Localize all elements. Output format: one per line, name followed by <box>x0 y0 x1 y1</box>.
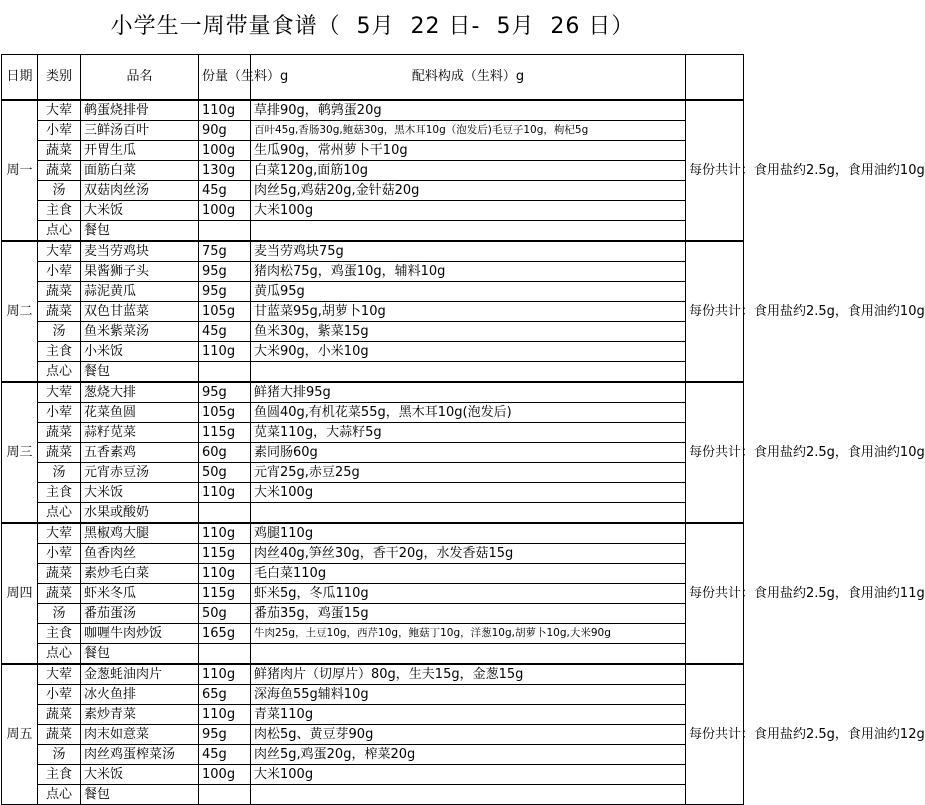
table-row <box>2 785 744 805</box>
ingredients-cell: 鲜猪大排95g <box>251 382 686 403</box>
dish-name-cell: 五香素鸡 <box>81 443 199 463</box>
category-cell: 点心 <box>38 221 81 242</box>
day-label: 周五 <box>2 664 38 805</box>
weight-cell: 115g <box>199 423 251 443</box>
dish-name-cell: 黑椒鸡大腿 <box>81 523 199 544</box>
weight-cell: 45g <box>199 181 251 201</box>
weight-cell: 110g <box>199 342 251 362</box>
dish-name-cell: 面筋白菜 <box>81 161 199 181</box>
table-row <box>2 221 744 242</box>
ingredients-cell: 黄瓜95g <box>251 282 686 302</box>
weight-cell: 45g <box>199 322 251 342</box>
weight-cell: 95g <box>199 725 251 745</box>
weight-cell: 105g <box>199 302 251 322</box>
category-cell: 小荤 <box>38 121 81 141</box>
dish-name-cell: 素炒毛白菜 <box>81 564 199 584</box>
dish-name-cell: 素炒青菜 <box>81 705 199 725</box>
category-cell: 蔬菜 <box>38 443 81 463</box>
table-row <box>2 100 744 121</box>
category-cell: 大荤 <box>38 523 81 544</box>
table-row <box>2 322 744 342</box>
ingredients-cell: 鲜猪肉片（切厚片）80g，生夫15g，金葱15g <box>251 664 686 685</box>
table-row <box>2 503 744 524</box>
table-row <box>2 423 744 443</box>
category-cell: 汤 <box>38 322 81 342</box>
dish-name-cell: 餐包 <box>81 785 199 805</box>
table-row <box>2 644 744 665</box>
category-cell: 主食 <box>38 765 81 785</box>
table-row <box>2 181 744 201</box>
table-row <box>2 483 744 503</box>
dish-name-cell: 番茄蛋汤 <box>81 604 199 624</box>
ingredients-cell <box>251 362 686 383</box>
ingredients-cell <box>251 221 686 242</box>
weight-cell: 45g <box>199 745 251 765</box>
weight-cell: 75g <box>199 241 251 262</box>
dish-name-cell: 餐包 <box>81 644 199 665</box>
header-weight: 份量（生料）g <box>199 55 251 101</box>
ingredients-cell: 虾米5g，冬瓜110g <box>251 584 686 604</box>
category-cell: 蔬菜 <box>38 725 81 745</box>
ingredients-cell: 鱼圆40g,有机花菜55g，黑木耳10g(泡发后) <box>251 403 686 423</box>
ingredients-cell: 生瓜90g，常州萝卜干10g <box>251 141 686 161</box>
weight-cell <box>199 221 251 242</box>
ingredients-cell: 草排90g，鹌鹑蛋20g <box>251 100 686 121</box>
table-row <box>2 523 744 544</box>
dish-name-cell: 餐包 <box>81 362 199 383</box>
ingredients-cell: 百叶45g,香肠30g,鲍菇30g，黑木耳10g（泡发后)毛豆子10g，枸杞5g <box>251 121 686 141</box>
table-row <box>2 121 744 141</box>
dish-name-cell: 葱烧大排 <box>81 382 199 403</box>
category-cell: 大荤 <box>38 241 81 262</box>
dish-name-cell: 肉丝鸡蛋榨菜汤 <box>81 745 199 765</box>
day-summary: 每份共计：食用盐约2.5g，食用油约12g <box>686 664 744 805</box>
category-cell: 汤 <box>38 604 81 624</box>
category-cell: 点心 <box>38 785 81 805</box>
day-summary: 每份共计：食用盐约2.5g，食用油约10g <box>686 382 744 523</box>
weight-cell <box>199 362 251 383</box>
category-cell: 大荤 <box>38 382 81 403</box>
weight-cell: 165g <box>199 624 251 644</box>
weight-cell: 95g <box>199 282 251 302</box>
dish-name-cell: 肉末如意菜 <box>81 725 199 745</box>
header-summary <box>686 55 744 101</box>
weight-cell <box>199 644 251 665</box>
dish-name-cell: 三鲜汤百叶 <box>81 121 199 141</box>
table-row <box>2 705 744 725</box>
weight-cell: 110g <box>199 523 251 544</box>
weight-cell: 110g <box>199 664 251 685</box>
table-row <box>2 604 744 624</box>
ingredients-cell: 青菜110g <box>251 705 686 725</box>
table-row <box>2 403 744 423</box>
dish-name-cell: 双菇肉丝汤 <box>81 181 199 201</box>
category-cell: 汤 <box>38 745 81 765</box>
ingredients-cell: 肉丝5g,鸡菇20g,金针菇20g <box>251 181 686 201</box>
header-row <box>2 55 744 101</box>
menu-body <box>2 100 925 805</box>
header-day: 日期 <box>2 55 38 101</box>
header-ingredients: 配料构成（生料）g <box>251 55 686 101</box>
dish-name-cell: 鹌蛋烧排骨 <box>81 100 199 121</box>
category-cell: 大荤 <box>38 664 81 685</box>
dish-name-cell: 鱼香肉丝 <box>81 544 199 564</box>
table-row <box>2 161 744 181</box>
weight-cell: 110g <box>199 100 251 121</box>
day-summary: 每份共计：食用盐约2.5g，食用油约10g <box>686 100 744 241</box>
weight-cell: 100g <box>199 201 251 221</box>
dish-name-cell: 水果或酸奶 <box>81 503 199 524</box>
table-row <box>2 443 744 463</box>
page-title: 小学生一周带量食谱（ 5月 22 日- 5月 26 日） <box>110 14 635 39</box>
ingredients-cell <box>251 785 686 805</box>
menu-table <box>1 54 925 805</box>
header-name: 品名 <box>81 55 199 101</box>
ingredients-cell: 白菜120g,面筋10g <box>251 161 686 181</box>
table-row <box>2 685 744 705</box>
ingredients-cell: 肉丝5g,鸡蛋20g，榨菜20g <box>251 745 686 765</box>
dish-name-cell: 餐包 <box>81 221 199 242</box>
category-cell: 主食 <box>38 624 81 644</box>
category-cell: 蔬菜 <box>38 302 81 322</box>
ingredients-cell: 元宵25g,赤豆25g <box>251 463 686 483</box>
category-cell: 点心 <box>38 503 81 524</box>
table-row <box>2 544 744 564</box>
table-row <box>2 584 744 604</box>
ingredients-cell: 毛白菜110g <box>251 564 686 584</box>
day-label: 周二 <box>2 241 38 382</box>
weight-cell: 110g <box>199 564 251 584</box>
category-cell: 蔬菜 <box>38 564 81 584</box>
category-cell: 主食 <box>38 201 81 221</box>
ingredients-cell: 大米100g <box>251 765 686 785</box>
category-cell: 点心 <box>38 644 81 665</box>
table-row <box>2 382 744 403</box>
weight-cell: 95g <box>199 262 251 282</box>
dish-name-cell: 大米饭 <box>81 201 199 221</box>
dish-name-cell: 冰火鱼排 <box>81 685 199 705</box>
table-row <box>2 725 744 745</box>
category-cell: 小荤 <box>38 544 81 564</box>
category-cell: 蔬菜 <box>38 141 81 161</box>
ingredients-cell <box>251 644 686 665</box>
dish-name-cell: 蒜泥黄瓜 <box>81 282 199 302</box>
ingredients-cell: 麦当劳鸡块75g <box>251 241 686 262</box>
table-row <box>2 262 744 282</box>
table-row <box>2 302 744 322</box>
weight-cell: 110g <box>199 705 251 725</box>
ingredients-cell: 猪肉松75g，鸡蛋10g，辅料10g <box>251 262 686 282</box>
category-cell: 点心 <box>38 362 81 383</box>
day-summary: 每份共计：食用盐约2.5g，食用油约11g <box>686 523 744 664</box>
header-category: 类别 <box>38 55 81 101</box>
dish-name-cell: 金葱蚝油肉片 <box>81 664 199 685</box>
category-cell: 大荤 <box>38 100 81 121</box>
category-cell: 主食 <box>38 342 81 362</box>
ingredients-cell: 鱼米30g，紫菜15g <box>251 322 686 342</box>
day-label: 周一 <box>2 100 38 241</box>
weight-cell <box>199 785 251 805</box>
category-cell: 汤 <box>38 181 81 201</box>
ingredients-cell: 番茄35g，鸡蛋15g <box>251 604 686 624</box>
weight-cell <box>199 503 251 524</box>
ingredients-cell <box>251 503 686 524</box>
table-row <box>2 564 744 584</box>
weight-cell: 50g <box>199 604 251 624</box>
dish-name-cell: 大米饭 <box>81 765 199 785</box>
category-cell: 蔬菜 <box>38 705 81 725</box>
weight-cell: 90g <box>199 121 251 141</box>
ingredients-cell: 大米100g <box>251 483 686 503</box>
ingredients-cell: 苋菜110g，大蒜籽5g <box>251 423 686 443</box>
day-label: 周三 <box>2 382 38 523</box>
dish-name-cell: 蒜籽苋菜 <box>81 423 199 443</box>
dish-name-cell: 元宵赤豆汤 <box>81 463 199 483</box>
day-label: 周四 <box>2 523 38 664</box>
weight-cell: 95g <box>199 382 251 403</box>
ingredients-cell: 肉松5g、黄豆芽90g <box>251 725 686 745</box>
dish-name-cell: 开胃生瓜 <box>81 141 199 161</box>
dish-name-cell: 咖喱牛肉炒饭 <box>81 624 199 644</box>
dish-name-cell: 鱼米紫菜汤 <box>81 322 199 342</box>
table-row <box>2 664 744 685</box>
dish-name-cell: 麦当劳鸡块 <box>81 241 199 262</box>
category-cell: 蔬菜 <box>38 584 81 604</box>
dish-name-cell: 虾米冬瓜 <box>81 584 199 604</box>
table-row <box>2 624 744 644</box>
table-row <box>2 241 744 262</box>
weight-cell: 115g <box>199 544 251 564</box>
category-cell: 小荤 <box>38 262 81 282</box>
weight-cell: 50g <box>199 463 251 483</box>
weight-cell: 110g <box>199 483 251 503</box>
table-row <box>2 463 744 483</box>
weight-cell: 130g <box>199 161 251 181</box>
weight-cell: 100g <box>199 765 251 785</box>
dish-name-cell: 花菜鱼圆 <box>81 403 199 423</box>
day-summary: 每份共计：食用盐约2.5g，食用油约10g <box>686 241 744 382</box>
category-cell: 蔬菜 <box>38 161 81 181</box>
ingredients-cell: 深海鱼55g辅料10g <box>251 685 686 705</box>
dish-name-cell: 果酱狮子头 <box>81 262 199 282</box>
weight-cell: 105g <box>199 403 251 423</box>
category-cell: 小荤 <box>38 685 81 705</box>
dish-name-cell: 大米饭 <box>81 483 199 503</box>
ingredients-cell: 肉丝40g,笋丝30g，香干20g，水发香菇15g <box>251 544 686 564</box>
table-row <box>2 765 744 785</box>
ingredients-cell: 牛肉25g，土豆10g，西芹10g，鲍菇丁10g，洋葱10g,胡萝卜10g,大米90g <box>251 624 686 644</box>
weight-cell: 115g <box>199 584 251 604</box>
table-row <box>2 362 744 383</box>
category-cell: 主食 <box>38 483 81 503</box>
ingredients-cell: 甘蓝菜95g,胡萝卜10g <box>251 302 686 322</box>
dish-name-cell: 双色甘蓝菜 <box>81 302 199 322</box>
category-cell: 小荤 <box>38 403 81 423</box>
ingredients-cell: 素同肠60g <box>251 443 686 463</box>
weight-cell: 60g <box>199 443 251 463</box>
table-row <box>2 141 744 161</box>
category-cell: 蔬菜 <box>38 282 81 302</box>
ingredients-cell: 大米90g，小米10g <box>251 342 686 362</box>
ingredients-cell: 大米100g <box>251 201 686 221</box>
category-cell: 蔬菜 <box>38 423 81 443</box>
category-cell: 汤 <box>38 463 81 483</box>
table-row <box>2 342 744 362</box>
table-row <box>2 745 744 765</box>
ingredients-cell: 鸡腿110g <box>251 523 686 544</box>
weight-cell: 65g <box>199 685 251 705</box>
table-row <box>2 282 744 302</box>
weight-cell: 100g <box>199 141 251 161</box>
table-row <box>2 201 744 221</box>
dish-name-cell: 小米饭 <box>81 342 199 362</box>
